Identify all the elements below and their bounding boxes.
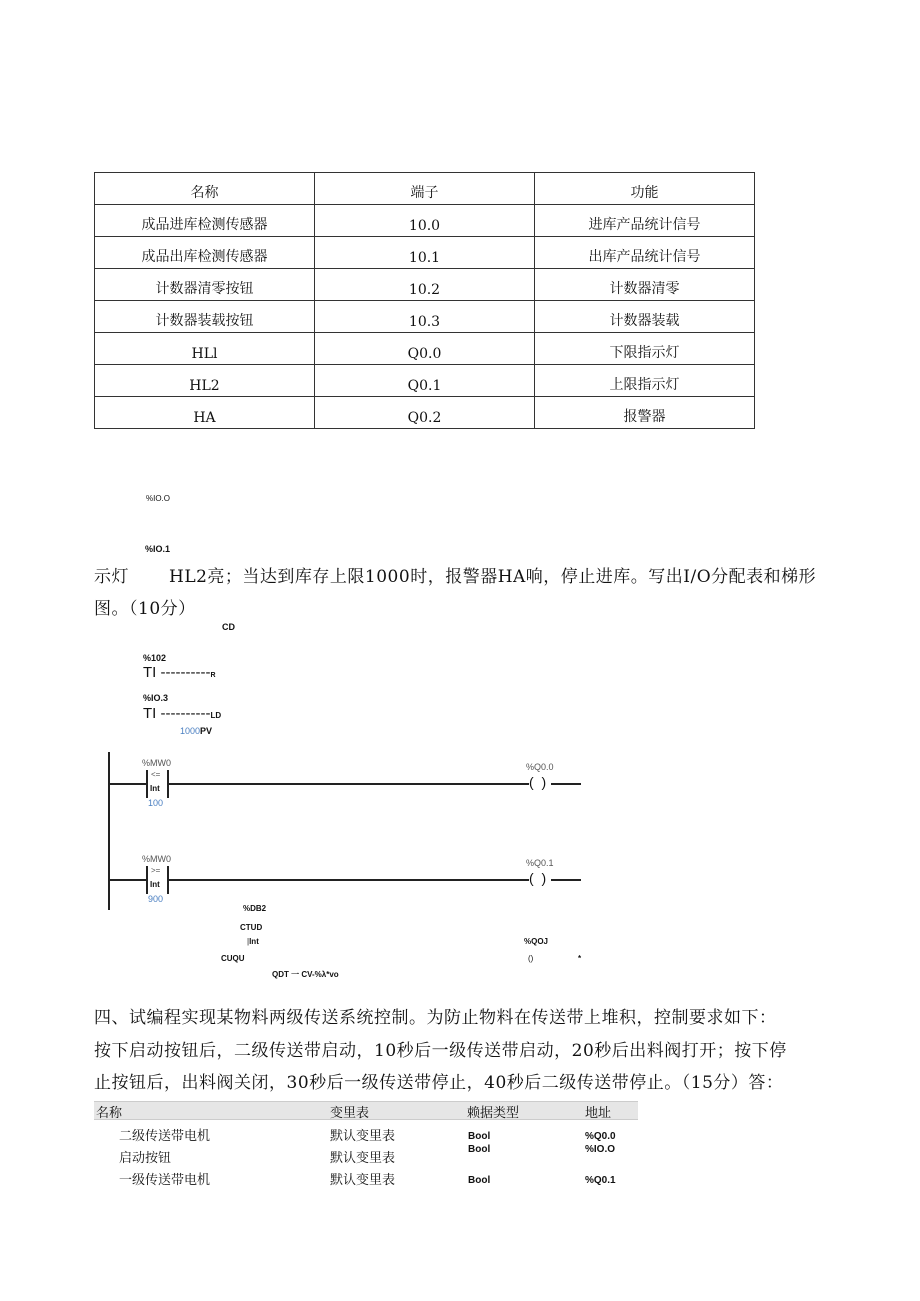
var-row3-table: 默认变里表: [330, 1172, 396, 1187]
pv-value: 1000: [180, 726, 201, 736]
rung1-coil: ( ): [529, 774, 547, 790]
load-line: [143, 705, 221, 722]
rung1-wire-mid: [169, 783, 529, 785]
cell-terminal: Q0.1: [315, 365, 535, 397]
fragment-coil-address: %QOJ: [524, 937, 549, 946]
rung2-coil: ( ): [529, 870, 547, 886]
cell-function: 出库产品统计信号: [535, 237, 755, 269]
table-row: [95, 269, 755, 301]
reset-line-text: TI ----------: [143, 664, 211, 681]
counter-cd-label: CD: [222, 622, 235, 632]
fragment-star: *: [578, 954, 582, 963]
rung2-type: Int: [150, 880, 160, 889]
rung2-compare: >=: [151, 866, 161, 875]
cell-terminal: Q0.0: [315, 333, 535, 365]
rung2-operand: %MW0: [142, 854, 171, 864]
cell-function: 计数器装载: [535, 301, 755, 333]
table-row: [95, 205, 755, 237]
paragraph-line-1b: HL2亮；当达到库存上限1000时，报警器HA响，停止进库。写出I/O分配表和梯形: [169, 567, 817, 587]
paragraph-line-1a: 示灯: [94, 567, 129, 587]
io-assignment-table: [94, 172, 755, 429]
rung2-contact-left-bar: [146, 866, 148, 894]
rung1-wire-left: [110, 783, 146, 785]
rung1-coil-address: %Q0.0: [526, 762, 554, 772]
var-header-name: 名称: [96, 1105, 123, 1120]
table-row: [95, 333, 755, 365]
var-row2-address: %IO.O: [585, 1144, 616, 1155]
cell-terminal: 10.2: [315, 269, 535, 301]
var-header-type: 赖据类型: [467, 1105, 520, 1120]
table-row: [95, 397, 755, 429]
table-row: [95, 237, 755, 269]
cell-terminal: 10.1: [315, 237, 535, 269]
section4-line-3: 止按钮后，出料阀关闭，30秒后一级传送带停止，40秒后二级传送带停止。（15分）答：: [94, 1073, 784, 1093]
counter-ld-label: LD: [210, 711, 222, 720]
var-row2-table: 默认变里表: [330, 1150, 396, 1165]
var-row2-type: Bool: [468, 1144, 491, 1155]
cell-name: HA: [95, 397, 315, 429]
db-label: %DB2: [243, 904, 267, 911]
rung1-compare: <=: [151, 770, 161, 779]
var-row3-type: Bool: [468, 1175, 491, 1186]
input-label-i00: %IO.O: [146, 494, 171, 503]
cell-name: 成品进库检测传感器: [95, 205, 315, 237]
ladder-diagram: [102, 748, 592, 913]
cell-name: 计数器装载按钮: [95, 301, 315, 333]
cell-function: 计数器清零: [535, 269, 755, 301]
left-power-rail: [108, 752, 110, 910]
cell-name: HL2: [95, 365, 315, 397]
int-label: |Int: [247, 937, 259, 946]
load-line-text: TI ----------: [143, 705, 211, 722]
rung2-wire-right: [551, 879, 581, 881]
rung1-wire-right: [551, 783, 581, 785]
var-row3-address: %Q0.1: [585, 1175, 616, 1186]
counter-r-label: R: [210, 672, 216, 679]
pv-line: [180, 726, 212, 736]
rung2-wire-left: [110, 879, 146, 881]
cell-function: 下限指示灯: [535, 333, 755, 365]
cell-terminal: Q0.2: [315, 397, 535, 429]
var-row3-name: 一级传送带电机: [119, 1172, 211, 1187]
section4-line-2: 按下启动按钮后，二级传送带启动，10秒后一级传送带启动，20秒后出料阀打开；按下停: [94, 1041, 787, 1061]
cell-function: 报警器: [535, 397, 755, 429]
cuqu-label: CUQU: [221, 954, 245, 963]
var-row1-address: %Q0.0: [585, 1131, 616, 1142]
input-label-i01: %IO.1: [145, 544, 171, 554]
ctud-label: CTUD: [240, 923, 263, 932]
var-row1-type: Bool: [468, 1131, 491, 1142]
counter-pv-label: PV: [200, 726, 213, 736]
var-header-address: 地址: [585, 1105, 612, 1120]
cell-terminal: 10.0: [315, 205, 535, 237]
rung1-contact-left-bar: [146, 770, 148, 798]
input-label-i02: %102: [143, 653, 167, 663]
var-row1-table: 默认变里表: [330, 1128, 396, 1143]
rung2-value: 900: [148, 894, 164, 904]
var-header-table: 变里表: [330, 1105, 370, 1120]
cell-function: 进库产品统计信号: [535, 205, 755, 237]
rung2-wire-mid: [169, 879, 529, 881]
rung2-coil-address: %Q0.1: [526, 858, 554, 868]
paragraph-line-2: 图。（10分）: [94, 599, 196, 619]
header-name: 名称: [95, 173, 315, 205]
fragment-coil-symbol: (): [528, 954, 534, 963]
int-text: Int: [249, 937, 259, 946]
reset-line: [143, 664, 216, 681]
cell-terminal: 10.3: [315, 301, 535, 333]
input-label-i03: %IO.3: [143, 693, 169, 703]
rung1-type: Int: [150, 784, 160, 793]
rung1-value: 100: [148, 798, 164, 808]
cell-function: 上限指示灯: [535, 365, 755, 397]
section4-line-1: 四、试编程实现某物料两级传送系统控制。为防止物料在传送带上堆积，控制要求如下：: [94, 1008, 777, 1028]
qdt-line: QDT 一 CV-%λ*vo: [272, 970, 339, 979]
table-header-row: [95, 173, 755, 205]
cell-name: HLl: [95, 333, 315, 365]
var-row1-name: 二级传送带电机: [119, 1128, 211, 1143]
header-function: 功能: [535, 173, 755, 205]
var-row2-name: 启动按钮: [119, 1150, 172, 1165]
cell-name: 计数器清零按钮: [95, 269, 315, 301]
table-row: [95, 365, 755, 397]
rung1-operand: %MW0: [142, 758, 171, 768]
table-row: [95, 301, 755, 333]
cell-name: 成品出库检测传感器: [95, 237, 315, 269]
header-terminal: 端子: [315, 173, 535, 205]
